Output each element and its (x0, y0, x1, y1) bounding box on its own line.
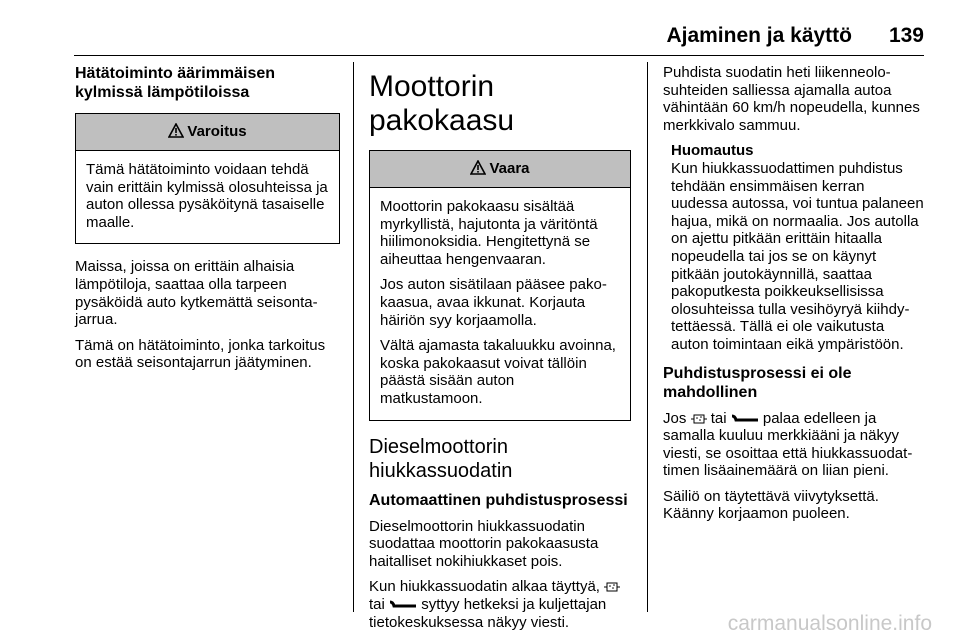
chapter-heading: Moottorin pakokaasu (369, 70, 515, 137)
danger-text: Jos auton sisätilaan pääsee pakokaasua, avaa ikkunat. Korjauta häiriön syy korjaamolla. (380, 276, 607, 329)
warning-box (75, 113, 340, 244)
section-heading: Automaattinen puhdistusprosessi (369, 491, 628, 509)
warning-box-title: Varoitus (187, 123, 247, 140)
header-rule (74, 55, 924, 56)
page-header (0, 24, 960, 54)
warning-triangle-icon (168, 123, 184, 138)
note-title: Huomautus (671, 142, 754, 160)
danger-box (369, 150, 631, 421)
warning-box-header (76, 114, 339, 151)
subsection-heading: Dieselmoottorin hiukkassuodatin (369, 435, 513, 482)
paragraph: Jos tai palaa edelleen ja samalla kuuluu merkkiääni ja näkyy viesti, se osoittaa että hiukkassuodattimen lisäainemäärä on liian pieni. (663, 409, 913, 480)
warning-triangle-icon (470, 160, 486, 175)
paragraph: Puhdista suodatin heti liikenneolosuhteiden salliessa ajamalla autoa vähintään 60 km/h nopeudella, kunnes merkkivalo sammuu. (663, 64, 920, 134)
section-heading: Hätätoiminto äärimmäisen kylmissä lämpötiloissa (75, 65, 276, 101)
danger-text: Vältä ajamasta takaluukku avoinna, koska pakokaasut voivat tällöin päästä sisään auton matkustamoon. (380, 337, 616, 407)
column-1 (75, 64, 340, 380)
note-text: Kun hiukkassuodattimen puhdistus tehdään ensimmäisen kerran uudessa autossa, voi tuntua palaneen hajua, mikä on normaalia. Jos autolla on ajettu pitkään erittäin hitaalla nopeudella tai jos se on käynyt pitkään joutokäynnillä, saattaa pakoputkesta poikkeuksellisissa olosuhteissa tulla vesihöyryä kiihdytettäessä. Tällä ei ole vaikutusta auton toimintaan eikä ympäristöön. (671, 159, 924, 353)
note-block (663, 142, 925, 353)
page-title: Ajaminen ja käyttö (666, 24, 852, 47)
watermark: carmanualsonline.info (727, 612, 932, 635)
paragraph: Maissa, joissa on erittäin alhaisia lämpötiloja, saattaa olla tarpeen pysäköidä auto kytkemättä seisontajarrua. (75, 258, 318, 329)
particle-filter-icon (691, 413, 707, 425)
danger-text: Moottorin pakokaasu sisältää myrkyllistä, hajutonta ja väritöntä hiilimonoksidia. Hengitettynä se aiheuttaa hengenvaaran. (380, 198, 598, 268)
danger-box-header (370, 151, 630, 188)
page-number: 139 (888, 24, 924, 47)
warning-text: Tämä hätätoiminto voidaan tehdä vain erittäin kylmissä olosuhteissa ja auton ollessa pysäköitynä tasaiselle maalle. (86, 161, 328, 231)
exhaust-pipe-icon (731, 413, 759, 425)
particle-filter-icon (604, 581, 620, 593)
paragraph: Tämä on hätätoiminto, jonka tarkoitus on estää seisontajarrun jäätyminen. (75, 336, 326, 372)
column-3 (663, 64, 925, 531)
exhaust-pipe-icon (389, 599, 417, 611)
paragraph: Kun hiukkassuodatin alkaa täyttyä, tai syttyy hetkeksi ja kuljettajan tietokeskuksessa näkyy viesti. (369, 578, 631, 631)
column-divider (647, 62, 648, 612)
danger-box-title: Vaara (489, 160, 530, 177)
column-2 (369, 64, 631, 639)
column-divider (353, 62, 354, 612)
section-heading: Puhdistusprosessi ei ole mahdollinen (663, 364, 852, 401)
paragraph: Säiliö on täytettävä viivytyksettä. Käänny korjaamon puoleen. (663, 487, 879, 523)
paragraph: Dieselmoottorin hiukkassuodatin suodattaa moottorin pakokaasusta haitalliset nokihiukkaset pois. (369, 517, 599, 570)
